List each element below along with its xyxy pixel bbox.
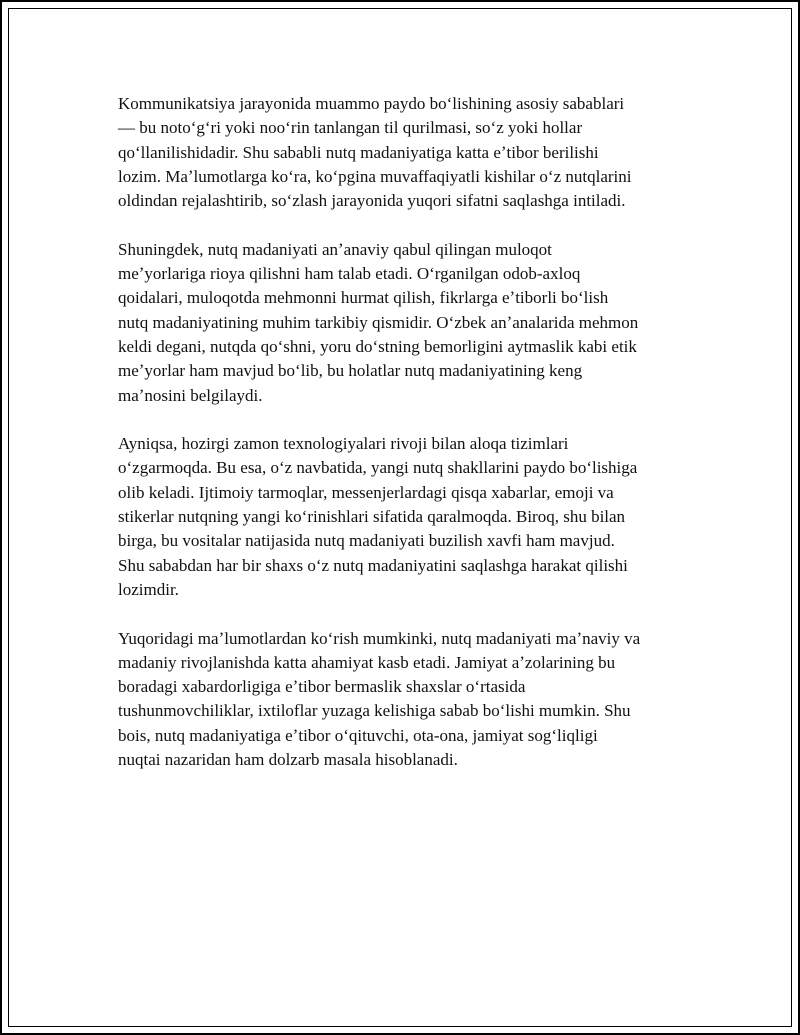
paragraph-2: Shuningdek, nutq madaniyati anʼanaviy qabul qilingan muloqot meʼyorlariga rioya qilishni ham talab etadi. Oʻrganilgan odob-axloq qoidalari, muloqotda mehmonni hurmat qilish, fikrlarga eʼtiborli boʻlish nutq madaniyatining muhim tarkibiy qismidir. Oʻzbek anʼanalarida mehmon keldi degani, nutqda qoʻshni, yoru doʻstning bemorligini aytmaslik kabi etik meʼyorlar ham mavjud boʻlib, bu holatlar nutq madaniyatining keng maʼnosini belgilaydi. (118, 239, 639, 405)
document-body (118, 92, 692, 797)
paragraph-4: Yuqoridagi maʼlumotlardan koʻrish mumkinki, nutq madaniyati maʼnaviy va madaniy rivojlanishda katta ahamiyat kasb etadi. Jamiyat aʼzolarining bu boradagi xabardorligiga eʼtibor bermaslik shaxslar oʻrtasida tushunmovchiliklar, ixtiloflar yuzaga kelishiga sabab boʻlishi mumkin. Shu bois, nutq madaniyatiga eʼtibor oʻqituvchi, ota-ona, jamiyat sogʻliqligi nuqtai nazaridan ham dolzarb masala hisoblanadi. (118, 628, 641, 770)
paragraph-1: Kommunikatsiya jarayonida muammo paydo boʻlishining asosiy sabablari — bu notoʻgʻri yoki nooʻrin tanlangan til qurilmasi, soʻz yoki hollar qoʻllanilishidadir. Shu sababli nutq madaniyatiga katta eʼtibor berilishi lozim. Maʼlumotlarga koʻra, koʻpgina muvaffaqiyatli kishilar oʻz nutqlarini oldindan rejalashtirib, soʻzlash jarayonida yuqori sifatni saqlashga intiladi. (118, 94, 632, 211)
paragraph-3: Ayniqsa, hozirgi zamon texnologiyalari rivoji bilan aloqa tizimlari oʻzgarmoqda. Bu esa, oʻz navbatida, yangi nutq shakllarini paydo boʻlishiga olib keladi. Ijtimoiy tarmoqlar, messenjerlardagi qisqa xabarlar, emoji va stikerlar nutqning yangi koʻrinishlari sifatida qaralmoqda. Biroq, shu bilan birga, bu vositalar natijasida nutq madaniyati buzilish xavfi ham mavjud. Shu sababdan har bir shaxs oʻz nutq madaniyatini saqlashga harakat qilishi lozimdir. (118, 434, 638, 599)
